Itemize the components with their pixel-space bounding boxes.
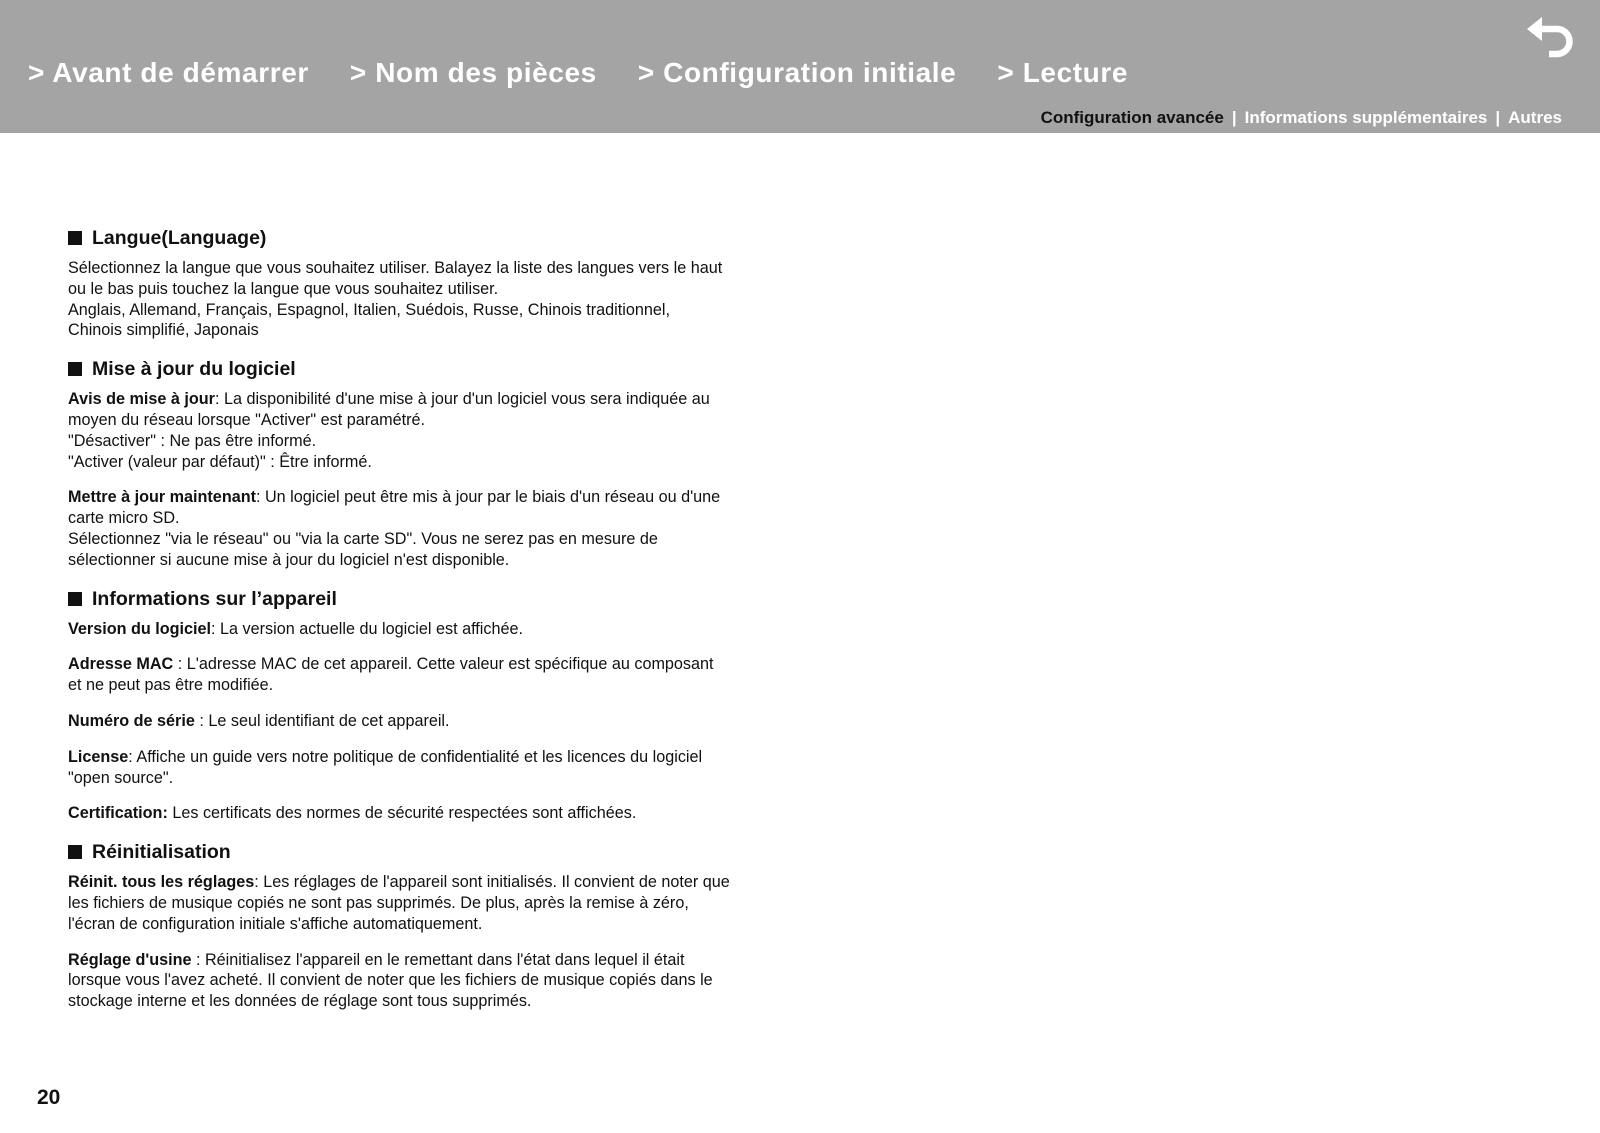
subnav-separator: | <box>1231 108 1237 127</box>
paragraph-mettre-a-jour: Mettre à jour maintenant: Un logiciel peut être mis à jour par le biais d'un réseau ou d'une carte micro SD. Sélectionnez "via le réseau" ou "via la carte SD". Vous ne serez pas en mesure de sélectionner si aucune mise à jour du logiciel n'est disponible. <box>68 488 721 569</box>
term-certification: Certification: <box>68 804 168 823</box>
section-heading-informations: Informations sur l’appareil <box>68 586 788 612</box>
square-bullet-icon <box>68 362 82 376</box>
nav-nom-des-pieces[interactable]: > Nom des pièces <box>349 57 597 88</box>
square-bullet-icon <box>68 592 82 606</box>
header-bar <box>0 0 1600 133</box>
square-bullet-icon <box>68 231 82 245</box>
nav-avant-de-demarrer[interactable]: > Avant de démarrer <box>28 57 309 88</box>
subnav-configuration-avancee[interactable]: Configuration avancée <box>1040 108 1224 127</box>
back-button[interactable] <box>1527 15 1579 61</box>
nav-configuration-initiale[interactable]: > Configuration initiale <box>637 57 957 88</box>
square-bullet-icon <box>68 845 82 859</box>
section-heading-mise-a-jour: Mise à jour du logiciel <box>68 356 788 382</box>
paragraph-certification: Certification: Les certificats des normes de sécurité respectées sont affichées. <box>68 804 637 823</box>
term-avis-mise-a-jour: Avis de mise à jour <box>68 390 215 409</box>
section-heading-langue: Langue(Language) <box>68 225 788 251</box>
subnav-informations-supplementaires[interactable]: Informations supplémentaires <box>1244 108 1488 127</box>
paragraph-reinit-tous: Réinit. tous les réglages: Les réglages de l'appareil sont initialisés. Il convient de noter que les fichiers de musique copiés ne sont pas supprimés. De plus, après la remise à zéro, l'écran de configuration initiale s'affiche automatiquement. <box>68 873 730 933</box>
term-adresse-mac: Adresse MAC <box>68 655 174 674</box>
page-number: 20 <box>37 1086 61 1109</box>
paragraph-reglage-usine: Réglage d'usine : Réinitialisez l'appareil en le remettant dans l'état dans lequel il était lorsque vous l'avez acheté. Il convient de noter que les fichiers de musique copiés dans le stockage interne et les données de réglage sont tous supprimés. <box>68 950 713 1011</box>
term-numero-serie: Numéro de série <box>68 711 195 730</box>
term-version: Version du logiciel <box>68 619 212 638</box>
paragraph-version: Version du logiciel: La version actuelle du logiciel est affichée. <box>68 619 523 638</box>
paragraph-avis-mise-a-jour: Avis de mise à jour: La disponibilité d'une mise à jour d'un logiciel vous sera indiquée au moyen du réseau lorsque "Activer" est paramétré. "Désactiver" : Ne pas être informé. "Activer (valeur par défaut)" : Être informé. <box>68 390 710 471</box>
paragraph-adresse-mac: Adresse MAC : L'adresse MAC de cet appareil. Cette valeur est spécifique au composant et ne peut pas être modifiée. <box>68 655 714 695</box>
paragraph-numero-serie: Numéro de série : Le seul identifiant de cet appareil. <box>68 711 450 730</box>
term-reglage-usine: Réglage d'usine <box>68 950 192 969</box>
return-arrow-icon <box>1527 15 1579 61</box>
section-heading-reinitialisation: Réinitialisation <box>68 839 788 865</box>
subnav-separator: | <box>1495 108 1501 127</box>
page-content <box>68 225 788 1027</box>
term-reinit-tous: Réinit. tous les réglages <box>68 873 255 892</box>
paragraph-license: License: Affiche un guide vers notre politique de confidentialité et les licences du logiciel "open source". <box>68 747 703 787</box>
nav-lecture[interactable]: > Lecture <box>997 57 1129 88</box>
term-license: License <box>68 747 129 766</box>
main-navigation <box>28 54 1128 92</box>
sub-navigation <box>1041 106 1562 130</box>
paragraph-langue: Sélectionnez la langue que vous souhaitez utiliser. Balayez la liste des langues vers le haut ou le bas puis touchez la langue que vous souhaitez utiliser. Anglais, Allemand, Français, Espagnol, Italien, Suédois, Russe, Chinois traditionnel, Chinois simplifié, Japonais <box>68 259 723 340</box>
subnav-autres[interactable]: Autres <box>1508 108 1562 127</box>
term-mettre-a-jour: Mettre à jour maintenant <box>68 488 256 507</box>
